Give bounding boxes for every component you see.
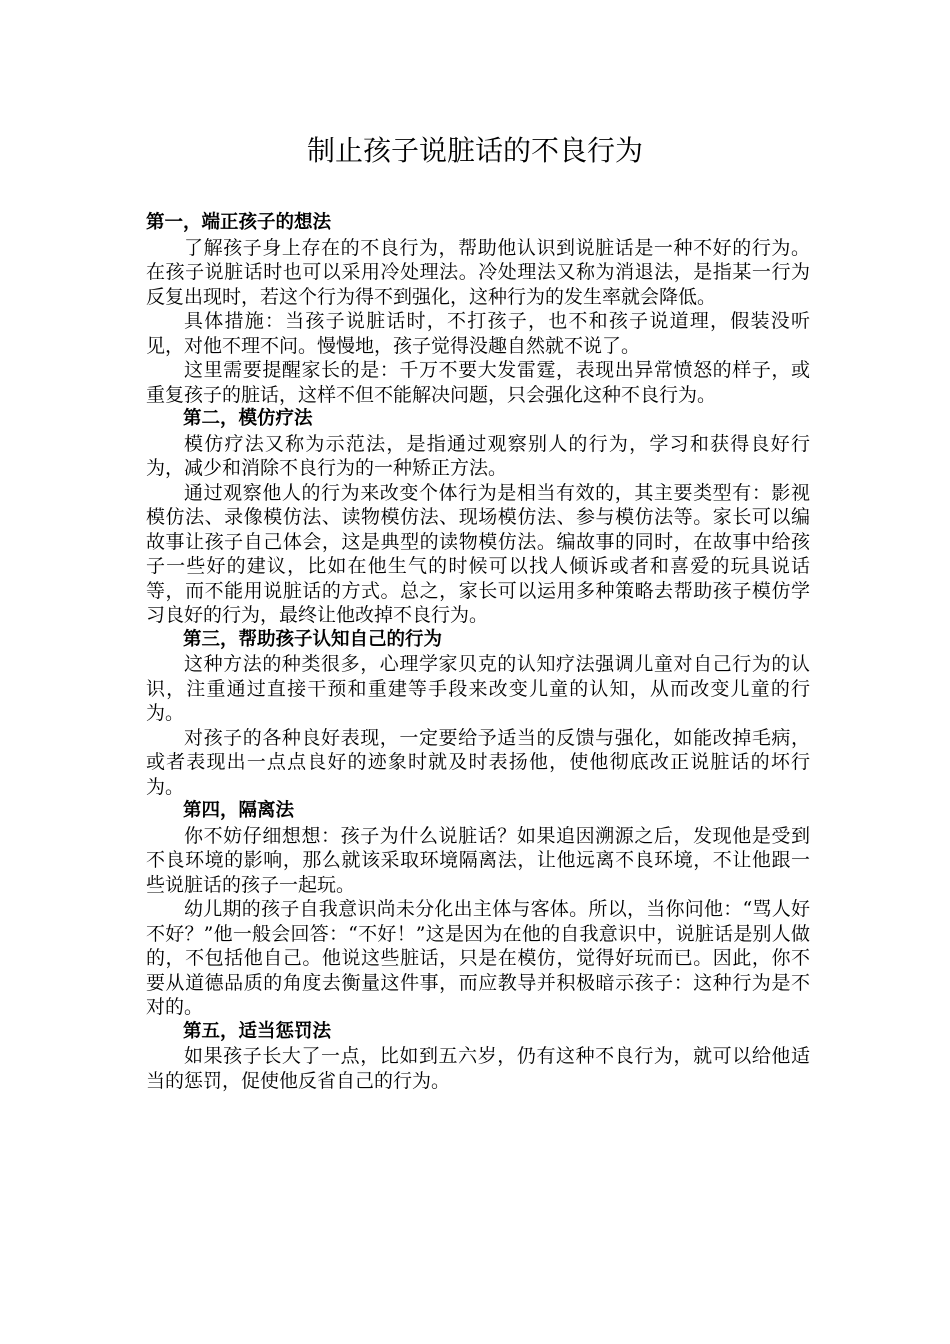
section-heading-5: 第五，适当惩罚法: [183, 1020, 332, 1042]
document-body: [146, 211, 810, 1093]
body-paragraph: 对孩子的各种良好表现，一定要给予适当的反馈与强化，如能改掉毛病，或者表现出一点点良好的迹象时就及时表扬他，使他彻底改正说脏话的坏行为。: [146, 726, 810, 798]
section-heading-4: 第四，隔离法: [183, 800, 295, 821]
body-paragraph: 幼儿期的孩子自我意识尚未分化出主体与客体。所以，当你问他：“骂人好不好？”他一般会回答：“不好！”这是因为在他的自我意识中，说脏话是别人做的，不包括他自己。他说这些脏话，只是在模仿，觉得好玩而已。因此，你不要从道德品质的角度去衡量这件事，而应教导并积极暗示孩子：这种行为是不对的。: [146, 898, 810, 1018]
body-paragraph: 通过观察他人的行为来改变个体行为是相当有效的，其主要类型有：影视模仿法、录像模仿法、读物模仿法、现场模仿法、参与模仿法等。家长可以编故事让孩子自己体会，这是典型的读物模仿法。编故事的同时，在故事中给孩子一些好的建议，比如在他生气的时候可以找人倾诉或者和喜爱的玩具说话等，而不能用说脏话的方式。总之，家长可以运用多种策略去帮助孩子模仿学习良好的行为，最终让他改掉不良行为。: [146, 481, 810, 626]
body-paragraph: 你不妨仔细想想：孩子为什么说脏话？如果追因溯源之后，发现他是受到不良环境的影响，那么就该采取环境隔离法，让他远离不良环境，不让他跟一些说脏话的孩子一起玩。: [146, 824, 810, 896]
body-paragraph: 了解孩子身上存在的不良行为，帮助他认识到说脏话是一种不好的行为。在孩子说脏话时也可以采用冷处理法。冷处理法又称为消退法，是指某一行为反复出现时，若这个行为得不到强化，这种行为的发生率就会降低。: [146, 236, 810, 308]
body-paragraph: 具体措施：当孩子说脏话时，不打孩子，也不和孩子说道理，假装没听见，对他不理不问。慢慢地，孩子觉得没趣自然就不说了。: [146, 310, 810, 357]
body-paragraph: 模仿疗法又称为示范法，是指通过观察别人的行为，学习和获得良好行为，减少和消除不良行为的一种矫正方法。: [146, 432, 810, 479]
section-heading-1: 第一，端正孩子的想法: [146, 212, 332, 233]
section-heading-2: 第二，模仿疗法: [183, 408, 313, 429]
body-paragraph: 这里需要提醒家长的是：千万不要大发雷霆，表现出异常愤怒的样子，或重复孩子的脏话，这样不但不能解决问题，只会强化这种不良行为。: [146, 359, 810, 406]
body-paragraph: 如果孩子长大了一点，比如到五六岁，仍有这种不良行为，就可以给他适当的惩罚，促使他反省自己的行为。: [146, 1045, 810, 1092]
document-title: 制止孩子说脏话的不良行为: [306, 134, 643, 167]
body-paragraph: 这种方法的种类很多，心理学家贝克的认知疗法强调儿童对自己行为的认识，注重通过直接干预和重建等手段来改变儿童的认知，从而改变儿童的行为。: [146, 653, 810, 724]
section-heading-3: 第三，帮助孩子认知自己的行为: [183, 628, 443, 650]
